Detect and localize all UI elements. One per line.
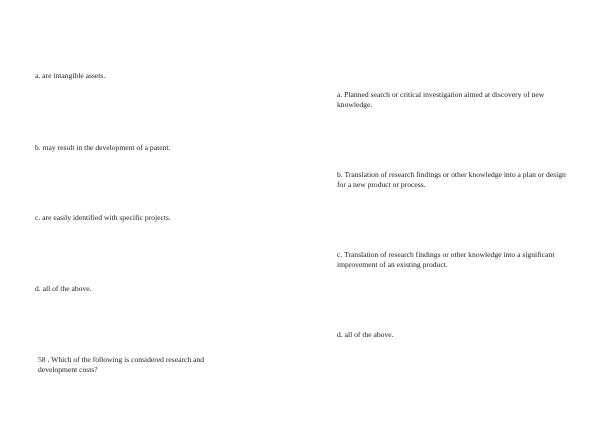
answer-option-a	[337, 90, 567, 110]
option-text: c. Translation of research findings or other knowledge into a significant improvement of an existing product.	[337, 250, 555, 269]
option-text: d. all of the above.	[35, 284, 92, 293]
answer-option-c	[35, 213, 265, 223]
option-text: b. Translation of research findings or other knowledge into a plan or design for a new product or process.	[337, 170, 566, 189]
answer-option-d	[337, 330, 567, 340]
answer-option-a	[35, 71, 265, 81]
right-column	[337, 0, 567, 424]
option-text: a. Planned search or critical investigation aimed at discovery of new knowledge.	[337, 90, 545, 109]
option-text: b. may result in the development of a patent.	[35, 143, 171, 152]
question-58	[38, 355, 238, 375]
answer-option-b	[337, 170, 567, 190]
answer-option-b	[35, 143, 265, 153]
question-text: 58 . Which of the following is considered research and development costs?	[38, 355, 205, 374]
option-text: c. are easily identified with specific projects.	[35, 213, 171, 222]
answer-option-c	[337, 250, 567, 270]
answer-option-d	[35, 284, 265, 294]
option-text: d. all of the above.	[337, 330, 394, 339]
left-column	[35, 0, 265, 424]
option-text: a. are intangible assets.	[35, 71, 106, 80]
